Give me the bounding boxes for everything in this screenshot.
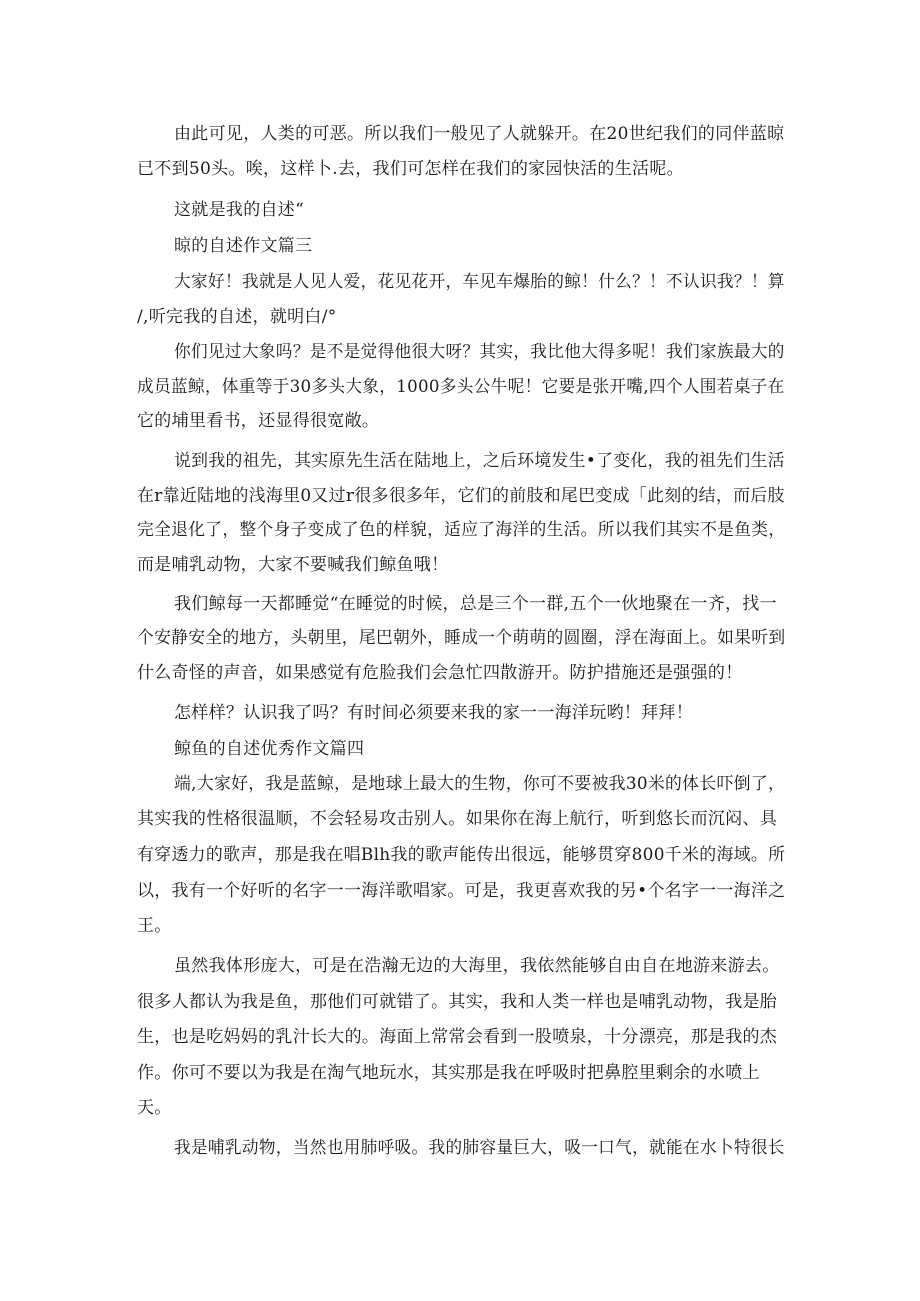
text-line: 它的埔里看书，还显得很宽敞。 (137, 411, 380, 431)
text-line: 在r靠近陆地的浅海里0又过r很多很多年，它们的前肢和尾巴变成「此刻的结，而后肢 (137, 486, 785, 506)
section-heading: 鲸鱼的自述优秀作文篇四 (174, 739, 365, 759)
text-line: 个安静安全的地方，头朝里，尾巴朝外，睡成一个萌萌的圆圈，浮在海面上。如果听到 (137, 628, 786, 648)
text-line: 而是哺乳动物，大家不要喊我们鲸鱼哦！ (137, 555, 449, 575)
text-line: 虽然我体形庞大，可是在浩瀚无边的大海里，我依然能够自由自在地游来游去。 (174, 956, 780, 976)
text-line: /,听完我的自述，就明白/° (137, 307, 337, 327)
text-line: 大家好！我就是人见人爱，花见花开，车见车爆胎的鲸！什么？！不认识我？！算 (174, 272, 785, 292)
text-line: 作。你可不要以为我是在淘气地玩水，其实那是我在呼吸时把鼻腔里剩余的水喷上 (137, 1063, 760, 1083)
text-line: 完全退化了，整个身子变成了色的样貌，适应了海洋的生活。所以我们其实不是鱼类， (137, 520, 786, 540)
text-line: 天。 (137, 1098, 172, 1118)
text-line: 我是哺乳动物，当然也用肺呼吸。我的肺容量巨大，吸一口气，就能在水卜特很长 (174, 1138, 785, 1158)
text-line: 有穿透力的歌声，那是我在唱Blh我的歌声能传出很远，能够贯穿800千米的海域。所 (137, 845, 786, 865)
section-heading: 晾的自述作文篇三 (174, 236, 313, 256)
text-line: 很多人都认为我是鱼，那他们可就错了。其实，我和人类一样也是哺乳动物，我是胎 (137, 992, 778, 1012)
text-line: 成员蓝鲸，体重等于30多头大象，1000多头公牛呢！它要是张开嘴,四个人围若桌子在 (137, 377, 785, 397)
text-line: 我们鲸每一天都睡觉“在睡觉的时候，总是三个一群,五个一伙地聚在一齐，找一 (174, 594, 777, 614)
text-line: 其实我的性格很温顺，不会轻易攻击别人。如果你在海上航行，听到悠长而沉闷、具 (137, 809, 778, 829)
text-line: 这就是我的自述“ (174, 200, 305, 220)
text-line: 你们见过大象吗？是不是觉得他很大呀？其实，我比他大得多呢！我们家族最大的 (174, 342, 785, 362)
text-line: 说到我的祖先，其实原先生活在陆地上，之后环境发生•了变化，我的祖先们生活 (174, 451, 785, 471)
text-line: 以，我有一个好听的名字一一海洋歌唱家。可是，我更喜欢我的另•个名字一一海洋之 (137, 881, 786, 901)
text-line: 怎样样？认识我了吗？有时间必须要来我的家一一海洋玩哟！拜拜！ (174, 703, 693, 723)
text-line: 已不到50头。唉，这样卜.去，我们可怎样在我们的家园快活的生活呢。 (137, 159, 684, 179)
text-line: 由此可见，人类的可恶。所以我们一般见了人就躲开。在20世纪我们的同伴蓝晾 (174, 124, 785, 144)
text-line: 生，也是吃妈妈的乳汁长大的。海面上常常会看到一股喷泉，十分漂亮，那是我的杰 (137, 1027, 778, 1047)
text-line: 端,大家好，我是蓝鲸，是地球上最大的生物，你可不要被我30米的体长吓倒了， (174, 774, 786, 794)
text-line: 王。 (137, 916, 172, 936)
text-line: 什么奇怪的声音，如果感觉有危脸我们会急忙四散游开。防护措施还是强强的！ (137, 663, 743, 683)
